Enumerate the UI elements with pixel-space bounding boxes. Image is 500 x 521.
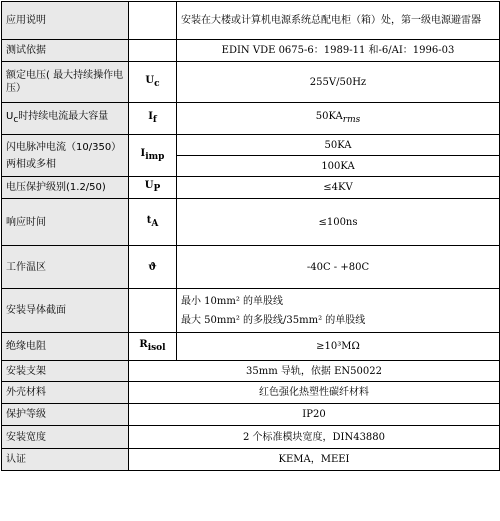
value-certification: KEMA，MEEI <box>129 449 500 471</box>
symbol-sub: imp <box>145 152 165 162</box>
label-line-1: 闪电脉冲电流（10/350） <box>6 141 122 153</box>
value-temperature: -40C - +80C <box>177 246 500 289</box>
symbol-sub: c <box>154 78 160 89</box>
table-row-temperature <box>2 246 500 289</box>
table-row-housing <box>2 382 500 404</box>
label-housing: 外壳材料 <box>2 382 129 404</box>
symbol-sub: P <box>153 184 161 194</box>
label-certification: 认证 <box>2 449 129 471</box>
label-text: 时持续电流最大容量 <box>18 111 109 122</box>
label-protection-level: 电压保护级别(1.2/50) <box>2 177 129 199</box>
label-conductor: 安装导体截面 <box>2 289 129 333</box>
symbol-sub: A <box>151 218 159 229</box>
label-ip: 保护等级 <box>2 404 129 426</box>
symbol-main: U <box>144 180 154 191</box>
label-width: 安装宽度 <box>2 426 129 449</box>
table-row-standard <box>2 40 500 62</box>
table-row-conductor <box>2 289 500 333</box>
symbol-risol <box>129 333 177 361</box>
value-line-1: 最小 10mm² 的单股线 <box>181 295 284 307</box>
value-application: 安装在大楼或计算机电源系统总配电柜（箱）处，第一级电源避雷器 <box>177 2 500 40</box>
label-continuous-current <box>2 103 129 135</box>
table-row-insulation <box>2 333 500 361</box>
spec-table <box>1 1 500 471</box>
value-main: 50KA <box>315 111 343 122</box>
table-row-mounting <box>2 361 500 382</box>
value-rated-voltage: 255V/50Hz <box>177 62 500 103</box>
value-sub: rms <box>342 115 361 125</box>
label-standard: 测试依据 <box>2 40 129 62</box>
symbol-theta <box>129 246 177 289</box>
table-row-impulse-current <box>2 135 500 156</box>
value-housing: 红色强化热塑性碳纤材料 <box>129 382 500 404</box>
symbol-main: U <box>145 74 155 86</box>
symbol-ta <box>129 199 177 246</box>
symbol-main: I <box>148 111 153 122</box>
symbol-main: I <box>140 148 146 159</box>
value-impulse-single: 50KA <box>177 135 500 156</box>
symbol-empty <box>129 2 177 40</box>
symbol-empty <box>129 289 177 333</box>
value-mounting: 35mm 导轨，依据 EN50022 <box>129 361 500 382</box>
label-prefix-sub: c <box>13 115 19 125</box>
table-row-width <box>2 426 500 449</box>
label-mounting: 安装支架 <box>2 361 129 382</box>
symbol-sub: isol <box>147 343 166 353</box>
label-temperature: 工作温区 <box>2 246 129 289</box>
value-standard: EDIN VDE 0675-6：1989-11 和-6/AI：1996-03 <box>177 40 500 62</box>
label-application: 应用说明 <box>2 2 129 40</box>
value-response-time: ≤100ns <box>177 199 500 246</box>
symbol-main: R <box>139 339 148 350</box>
label-insulation: 绝缘电阻 <box>2 333 129 361</box>
table-row-response-time <box>2 199 500 246</box>
label-impulse-current <box>2 135 129 177</box>
value-width: 2 个标准模块宽度，DIN43880 <box>129 426 500 449</box>
symbol-empty <box>129 40 177 62</box>
value-ip: IP20 <box>129 404 500 426</box>
label-response-time: 响应时间 <box>2 199 129 246</box>
value-insulation: ≥10³MΩ <box>177 333 500 361</box>
symbol-main: ϑ <box>148 261 157 273</box>
value-line-2: 最大 50mm² 的多股线/35mm² 的单股线 <box>181 314 366 326</box>
table-row-certification <box>2 449 500 471</box>
table-row-application <box>2 2 500 40</box>
table-row-continuous-current <box>2 103 500 135</box>
value-continuous-current <box>177 103 500 135</box>
value-protection-level: ≤4KV <box>177 177 500 199</box>
symbol-iimp <box>129 135 177 177</box>
table-row-rated-voltage <box>2 62 500 103</box>
value-impulse-multi: 100KA <box>177 156 500 177</box>
symbol-uc <box>129 62 177 103</box>
symbol-if <box>129 103 177 135</box>
label-line-2: 两相或多相 <box>6 158 56 170</box>
table-row-protection-level <box>2 177 500 199</box>
label-rated-voltage: 额定电压( 最大持续操作电压） <box>2 62 129 103</box>
symbol-sub: f <box>152 115 157 125</box>
symbol-up <box>129 177 177 199</box>
label-prefix: U <box>6 111 14 122</box>
symbol-main: t <box>146 214 152 226</box>
value-conductor <box>177 289 500 333</box>
table-row-ip <box>2 404 500 426</box>
